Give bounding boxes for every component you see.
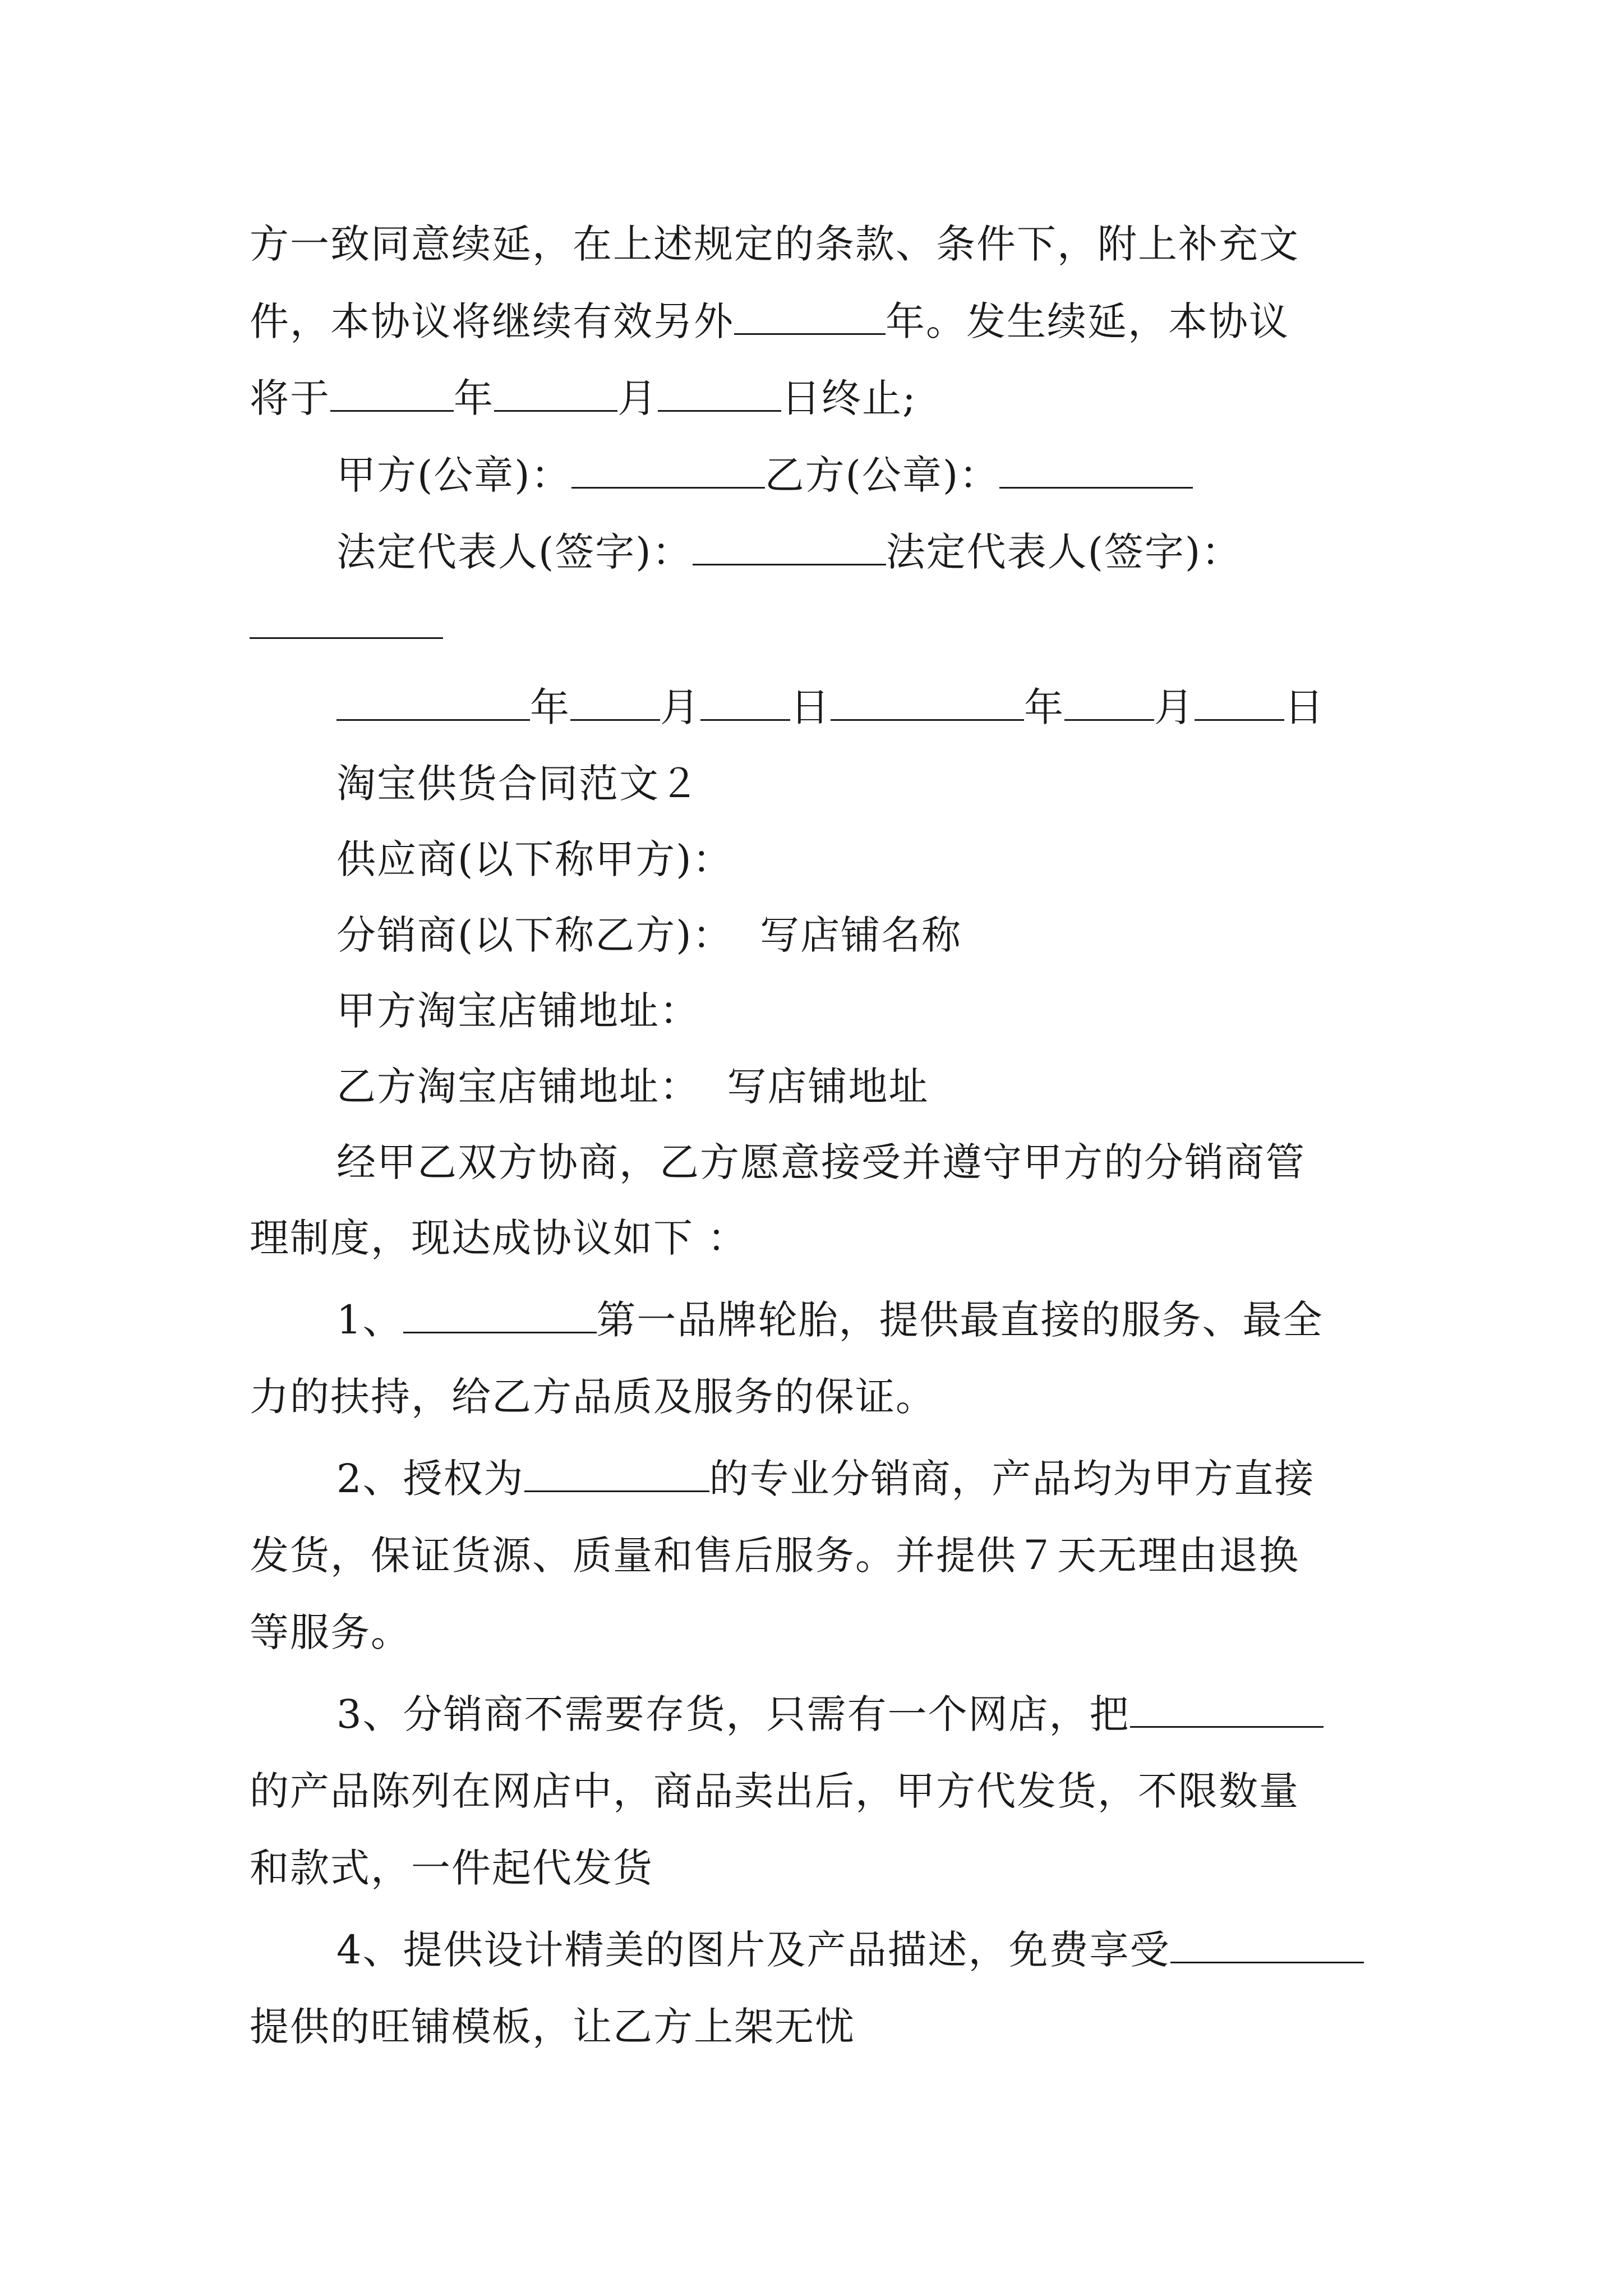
text-line: 和款式，一件起代发货 [250,1845,653,1891]
text-line: 理制度，现达成协议如下 ： [250,1215,748,1261]
text-line: 将于 年 月 日终止; [250,370,1388,426]
blank-field [1170,1925,1364,1963]
blank-field [1195,682,1284,721]
text-line: 年 月 日 年 月 日 [336,679,1391,735]
text-line: 4、提供设计精美的图片及产品描述，免费享受 [336,1922,1391,1978]
blank-field [700,682,790,721]
text-line: 提供的旺铺模板，让乙方上架无忧 [250,2004,855,2050]
blank-field [403,1295,597,1333]
blank-field [571,450,765,489]
blank-field [336,682,530,721]
text-line: 甲方(公章)： 乙方(公章)： [336,447,1391,503]
blank-field [330,373,454,412]
text-line: 等服务。 [250,1609,411,1655]
text-line: 1、 第一品牌轮胎，提供最直接的服务、最全 [336,1292,1391,1348]
text-line: 力的扶持，给乙方品质及服务的保证。 [250,1374,936,1420]
blank-field [250,637,443,639]
blank-field [693,527,886,565]
text-line: 3、分销商不需要存货，只需有一个网店，把 [336,1686,1391,1742]
section-title: 淘宝供货合同范文２ [336,761,700,807]
text-line: 法定代表人(签字)： 法定代表人(签字)： [336,524,1391,580]
text-line: 2、授权为 的专业分销商，产品均为甲方直接 [336,1451,1391,1507]
blank-field [999,450,1193,489]
text-line: 供应商(以下称甲方)： [336,836,733,882]
blank-field [658,373,781,412]
blank-field [570,682,660,721]
text-line: 发货，保证货源、质量和售后服务。并提供７天无理由退换 [250,1533,1299,1579]
text-line: 分销商(以下称乙方)： 写店铺名称 [336,912,962,958]
text-line: 甲方淘宝店铺地址： [336,988,700,1034]
text-line: 经甲乙双方协商，乙方愿意接受并遵守甲方的分销商管 [336,1139,1306,1185]
blank-field [1130,1689,1324,1728]
text-line: 乙方淘宝店铺地址： 写店铺地址 [336,1064,929,1110]
blank-field [494,373,617,412]
blank-field [524,1453,709,1492]
blank-field [734,296,886,335]
text-line: 的产品陈列在网店中，商品卖出后，甲方代发货，不限数量 [250,1768,1299,1814]
text-line: 方一致同意续延，在上述规定的条款、条件下，附上补充文 [250,221,1299,267]
blank-field [1064,682,1154,721]
blank-field [831,682,1024,721]
text-line: 件，本协议将继续有效另外 年。发生续延，本协议 [250,293,1388,349]
